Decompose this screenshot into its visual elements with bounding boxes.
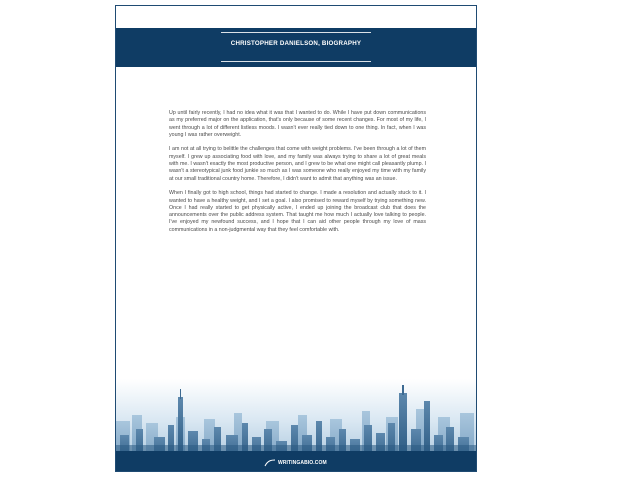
biography-body	[169, 110, 426, 241]
quill-swoosh-icon	[264, 459, 276, 467]
biography-page	[115, 5, 477, 472]
paragraph-2: I am not at all trying to belittle the challenges that come with weight problems. I've been through a lot of them myself. I grew up associating food with love, and my family was always trying to share a lot of great meals with me. I wasn't exactly the most productive person, and I grew to be what one might call pleasantly plump. I wasn't a stereotypical junk food junkie so much as I was someone who really enjoyed my time with my family at our small traditional country home. Therefore, I didn't want to admit that anything was an issue.	[169, 146, 426, 182]
city-skyline-image	[116, 379, 476, 472]
footer-logo	[264, 458, 327, 467]
paragraph-1: Up until fairly recently, I had no idea what it was that I wanted to do. While I have put down communications as my preferred major on the application, that's only because of some recent changes. For most of my life, I went through a lot of different listless moods. I wasn't ever really tied down to one thing. In fact, when I was young I was rather overweight.	[169, 110, 426, 138]
banner-rule-top	[221, 32, 371, 33]
page-title: CHRISTOPHER DANIELSON, BIOGRAPHY	[230, 40, 362, 47]
banner-rule-bottom	[221, 61, 371, 62]
title-banner	[116, 28, 476, 67]
footer-bar	[116, 451, 476, 472]
paragraph-3: When I finally got to high school, things had started to change. I made a resolution and actually stuck to it. I wanted to have a healthy weight, and I set a goal. I also promised to reward myself by trying something new. Once I had really started to get physically active, I ended up joining the broadcast club that does the announcements over the public address system. That taught me how much I actually love talking to people. I've enjoyed my newfound success, and I hope that I can aid other people through my love of mass communications in a non-judgmental way that they feel comfortable with.	[169, 190, 426, 233]
footer-logo-text: WRITINGABIO.COM	[278, 459, 327, 466]
